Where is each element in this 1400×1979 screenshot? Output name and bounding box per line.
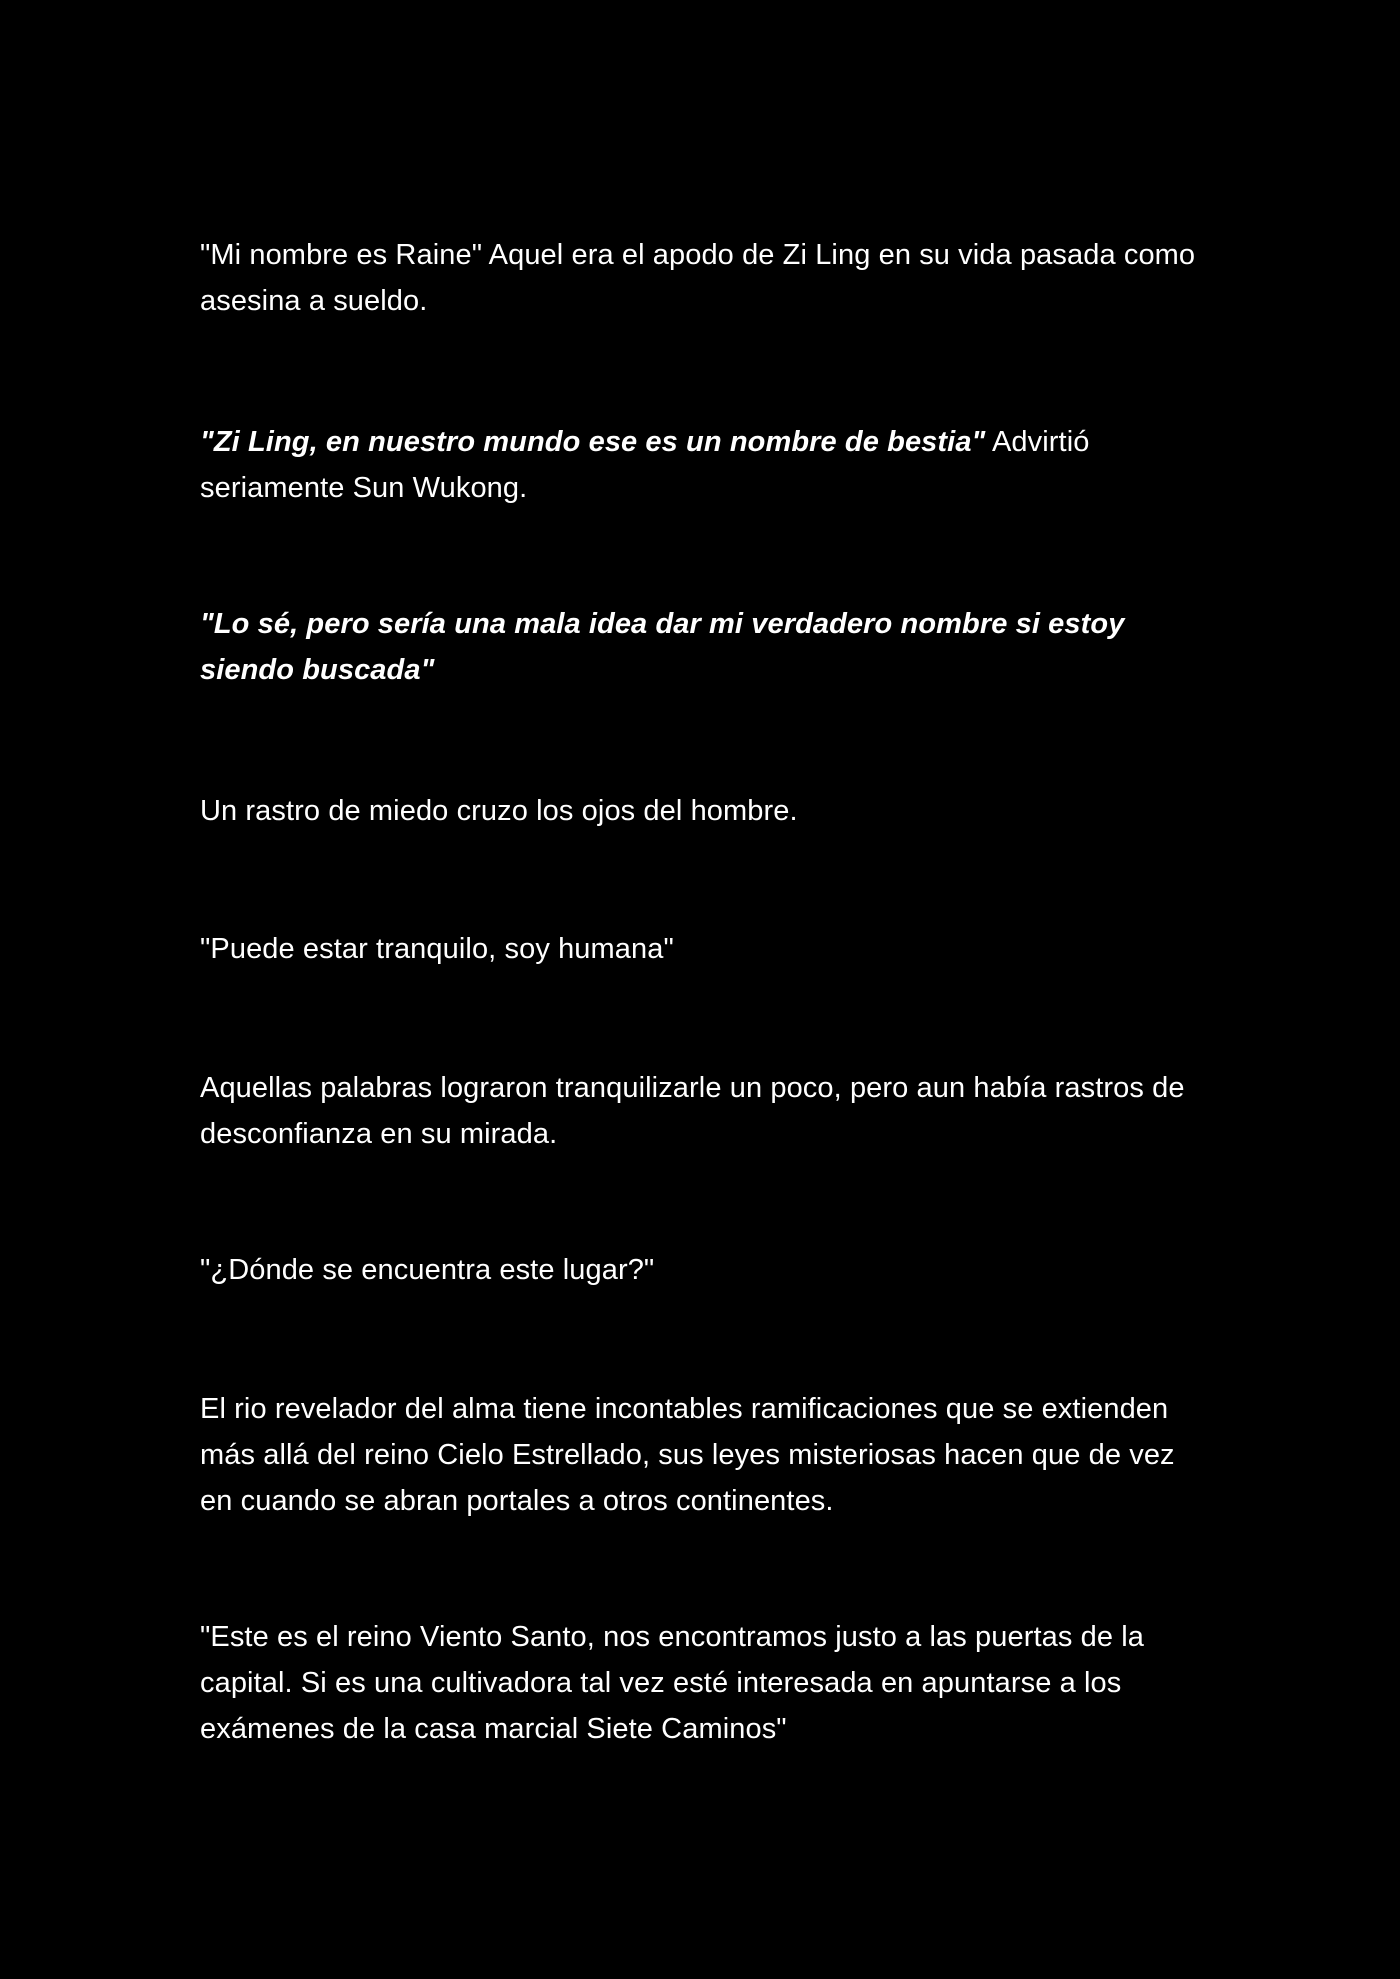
paragraph-6 bbox=[200, 1065, 1200, 1157]
paragraph-5-text: "Puede estar tranquilo, soy humana" bbox=[200, 933, 674, 965]
paragraph-8-text: El rio revelador del alma tiene incontables ramificaciones que se extienden más allá del reino Cielo Estrellado, sus leyes misteriosas hacen que de vez en cuando se abran portales a otros continentes. bbox=[200, 1393, 1175, 1517]
paragraph-2-dialogue: "Zi Ling, en nuestro mundo ese es un nombre de bestia" bbox=[200, 426, 986, 458]
paragraph-4-text: Un rastro de miedo cruzo los ojos del hombre. bbox=[200, 795, 798, 827]
paragraph-7-text: "¿Dónde se encuentra este lugar?" bbox=[200, 1254, 655, 1286]
paragraph-3 bbox=[200, 601, 1200, 693]
paragraph-6-text: Aquellas palabras lograron tranquilizarle un poco, pero aun había rastros de desconfianza en su mirada. bbox=[200, 1072, 1185, 1150]
paragraph-2 bbox=[200, 419, 1200, 511]
document-page bbox=[200, 232, 1200, 1752]
paragraph-1 bbox=[200, 232, 1200, 324]
paragraph-3-dialogue: "Lo sé, pero sería una mala idea dar mi verdadero nombre si estoy siendo buscada" bbox=[200, 608, 1125, 686]
paragraph-8 bbox=[200, 1386, 1200, 1524]
paragraph-7 bbox=[200, 1247, 1200, 1293]
paragraph-9-text: "Este es el reino Viento Santo, nos encontramos justo a las puertas de la capital. Si es una cultivadora tal vez esté interesada en apuntarse a los exámenes de la casa marcial Siete Caminos" bbox=[200, 1621, 1145, 1745]
paragraph-9 bbox=[200, 1614, 1200, 1752]
paragraph-1-text: "Mi nombre es Raine" Aquel era el apodo de Zi Ling en su vida pasada como asesina a sueldo. bbox=[200, 239, 1196, 317]
paragraph-2-text: Advirtió seriamente Sun Wukong. bbox=[200, 426, 1090, 504]
paragraph-4 bbox=[200, 788, 1200, 834]
paragraph-5 bbox=[200, 926, 1200, 972]
